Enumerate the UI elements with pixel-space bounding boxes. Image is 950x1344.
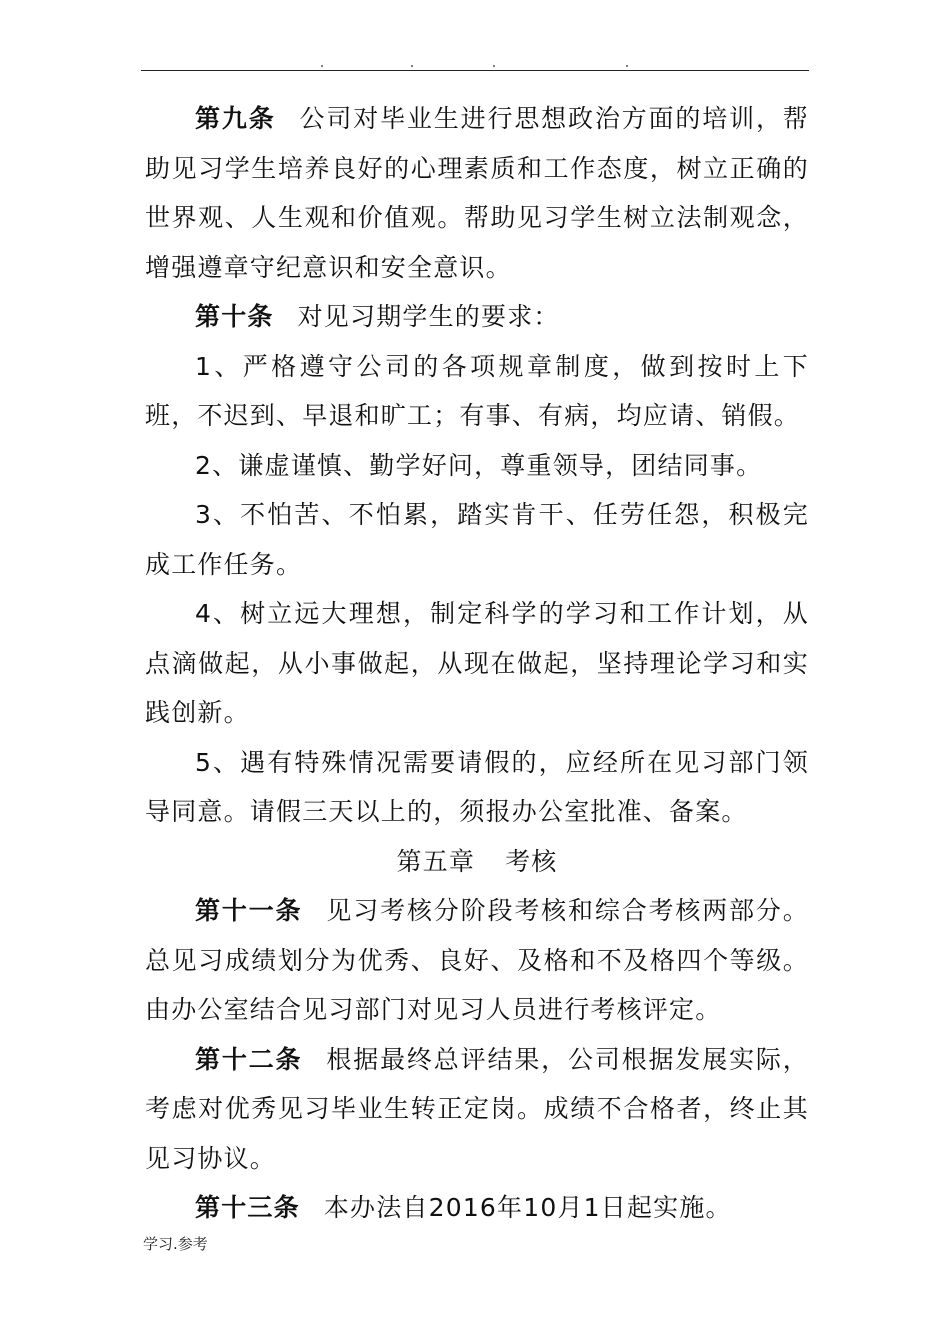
chapter-number: 第五章 (396, 846, 476, 876)
article-number: 第九条 (195, 104, 276, 133)
page-footer: 学习.参考 (143, 1235, 208, 1253)
chapter-heading (145, 837, 809, 887)
requirement-item (145, 342, 809, 441)
requirement-item (145, 441, 809, 491)
requirement-text: 4、树立远大理想，制定科学的学习和工作计划，从点滴做起，从小事做起，从现在做起，坚持理论学习和实践创新。 (145, 599, 809, 727)
article-11 (145, 886, 809, 1035)
article-12 (145, 1035, 809, 1184)
requirement-text: 2、谦虚谨慎、勤学好问，尊重领导，团结同事。 (195, 450, 763, 480)
chapter-title: 考核 (505, 846, 558, 876)
header-dot (321, 65, 323, 67)
requirement-text: 3、不怕苦、不怕累，踏实肯干、任劳任怨，积极完成工作任务。 (145, 500, 809, 579)
article-text: 根据最终总评结果，公司根据发展实际，考虑对优秀见习毕业生转正定岗。成绩不合格者，终止其见习协议。 (145, 1044, 809, 1173)
article-10 (145, 292, 809, 342)
article-text: 对见习期学生的要求： (297, 302, 560, 331)
article-text: 见习考核分阶段考核和综合考核两部分。总见习成绩划分为优秀、良好、及格和不及格四个等级。由办公室结合见习部门对见习人员进行考核评定。 (145, 896, 809, 1024)
header-rule (141, 70, 809, 71)
article-number: 第十条 (195, 302, 274, 331)
header-dot (411, 65, 413, 67)
header-dot (493, 65, 495, 67)
requirement-item (145, 490, 809, 589)
requirement-text: 1、严格遵守公司的各项规章制度，做到按时上下班，不迟到、早退和旷工；有事、有病，均应请、销假。 (145, 351, 809, 430)
requirement-item (145, 589, 809, 738)
header-dot (626, 65, 628, 67)
article-9 (145, 94, 809, 292)
requirement-item (145, 738, 809, 837)
header-dots (141, 60, 809, 70)
article-number: 第十三条 (195, 1193, 300, 1222)
article-text: 公司对毕业生进行思想政治方面的培训，帮助见习学生培养良好的心理素质和工作态度，树立正确的世界观、人生观和价值观。帮助见习学生树立法制观念，增强遵章守纪意识和安全意识。 (145, 104, 809, 282)
document-body (145, 94, 809, 1233)
article-text: 本办法自2016年10月1日起实施。 (323, 1193, 732, 1222)
article-number: 第十二条 (195, 1044, 303, 1074)
article-number: 第十一条 (195, 896, 303, 925)
article-13 (145, 1183, 809, 1233)
requirement-text: 5、遇有特殊情况需要请假的，应经所在见习部门领导同意。请假三天以上的，须报办公室批准、备案。 (145, 747, 809, 826)
